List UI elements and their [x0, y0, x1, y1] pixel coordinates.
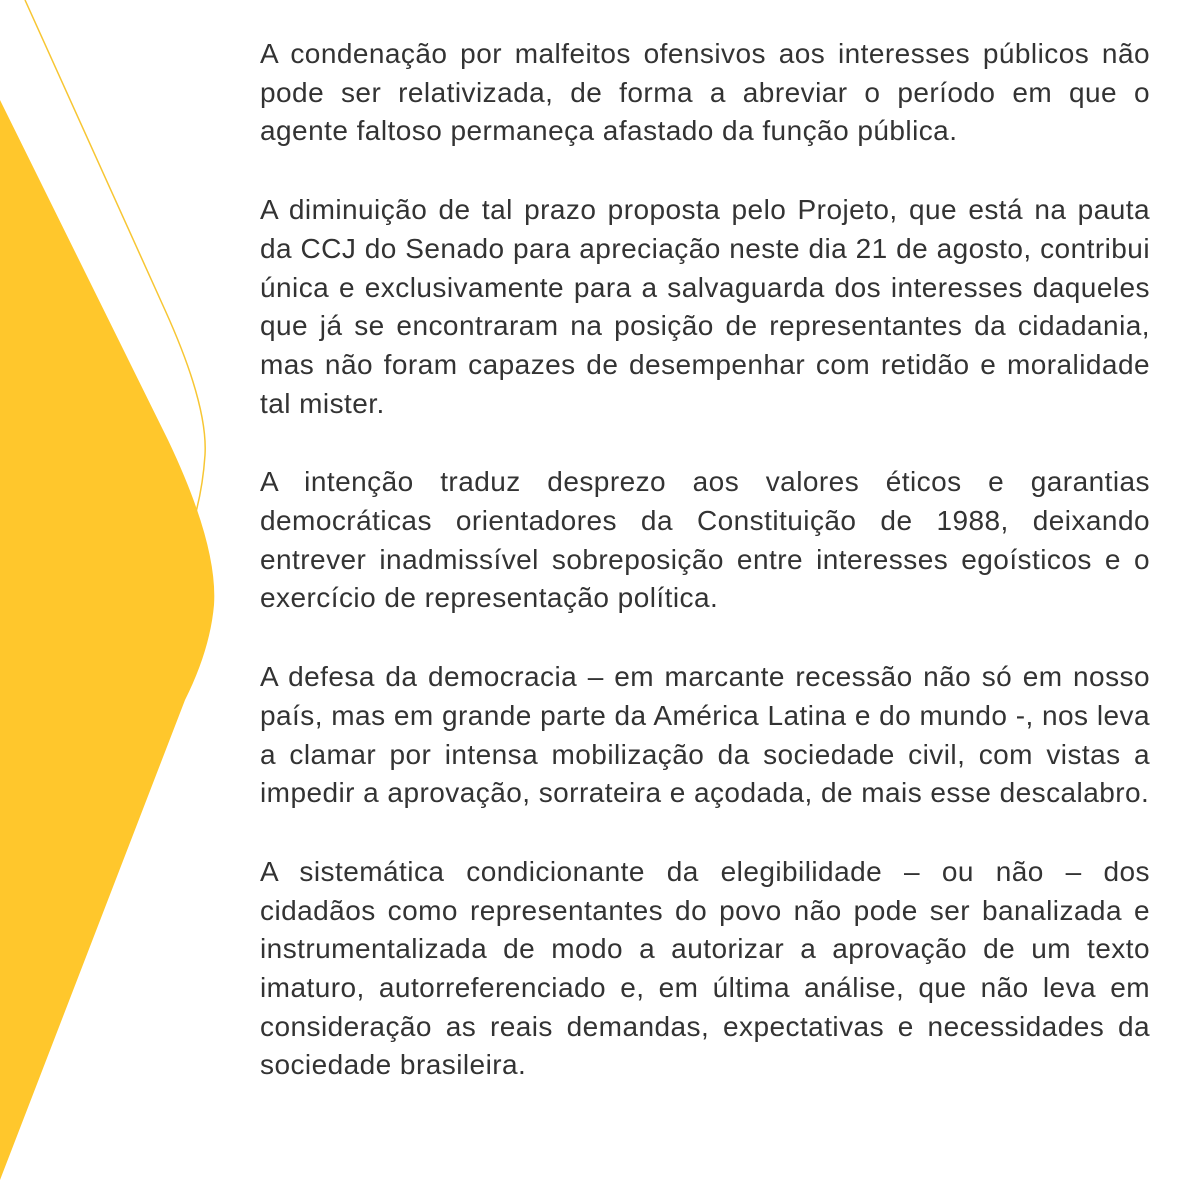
paragraph-2: A diminuição de tal prazo proposta pelo Projeto, que está na pauta da CCJ do Senado para apreciação neste dia 21 de agosto, contribui única e exclusivamente para a salvaguarda dos interesses daqueles que já se encontraram na posição de representantes da cidadania, mas não foram capazes de desempenhar com retidão e moralidade tal mister. [260, 194, 1150, 419]
paragraph-5: A sistemática condicionante da elegibilidade – ou não – dos cidadãos como representantes do povo não pode ser banalizada e instrumentalizada de modo a autorizar a aprovação de um texto imaturo, autorreferenciado e, em última análise, que não leva em consideração as reais demandas, expectativas e necessidades da sociedade brasileira. [260, 855, 1150, 1081]
paragraph-1: A condenação por malfeitos ofensivos aos interesses públicos não pode ser relativizada, de forma a abreviar o período em que o agente faltoso permaneça afastado da função pública. [260, 38, 1150, 147]
paragraph-4: A defesa da democracia – em marcante recessão não só em nosso país, mas em grande parte da América Latina e do mundo -, nos leva a clamar por intensa mobilização da sociedade civil, com vistas a impedir a aprovação, sorrateira e açodada, de mais esse descalabro. [260, 661, 1150, 809]
paragraph-3: A intenção traduz desprezo aos valores éticos e garantias democráticas orientadores da Constituição de 1988, deixando entrever inadmissível sobreposição entre interesses egoísticos e o exercício de representação política. [260, 466, 1150, 614]
yellow-wedge-shape [0, 100, 214, 1180]
decorative-graphic [0, 0, 260, 1199]
article-text [260, 35, 1150, 1085]
